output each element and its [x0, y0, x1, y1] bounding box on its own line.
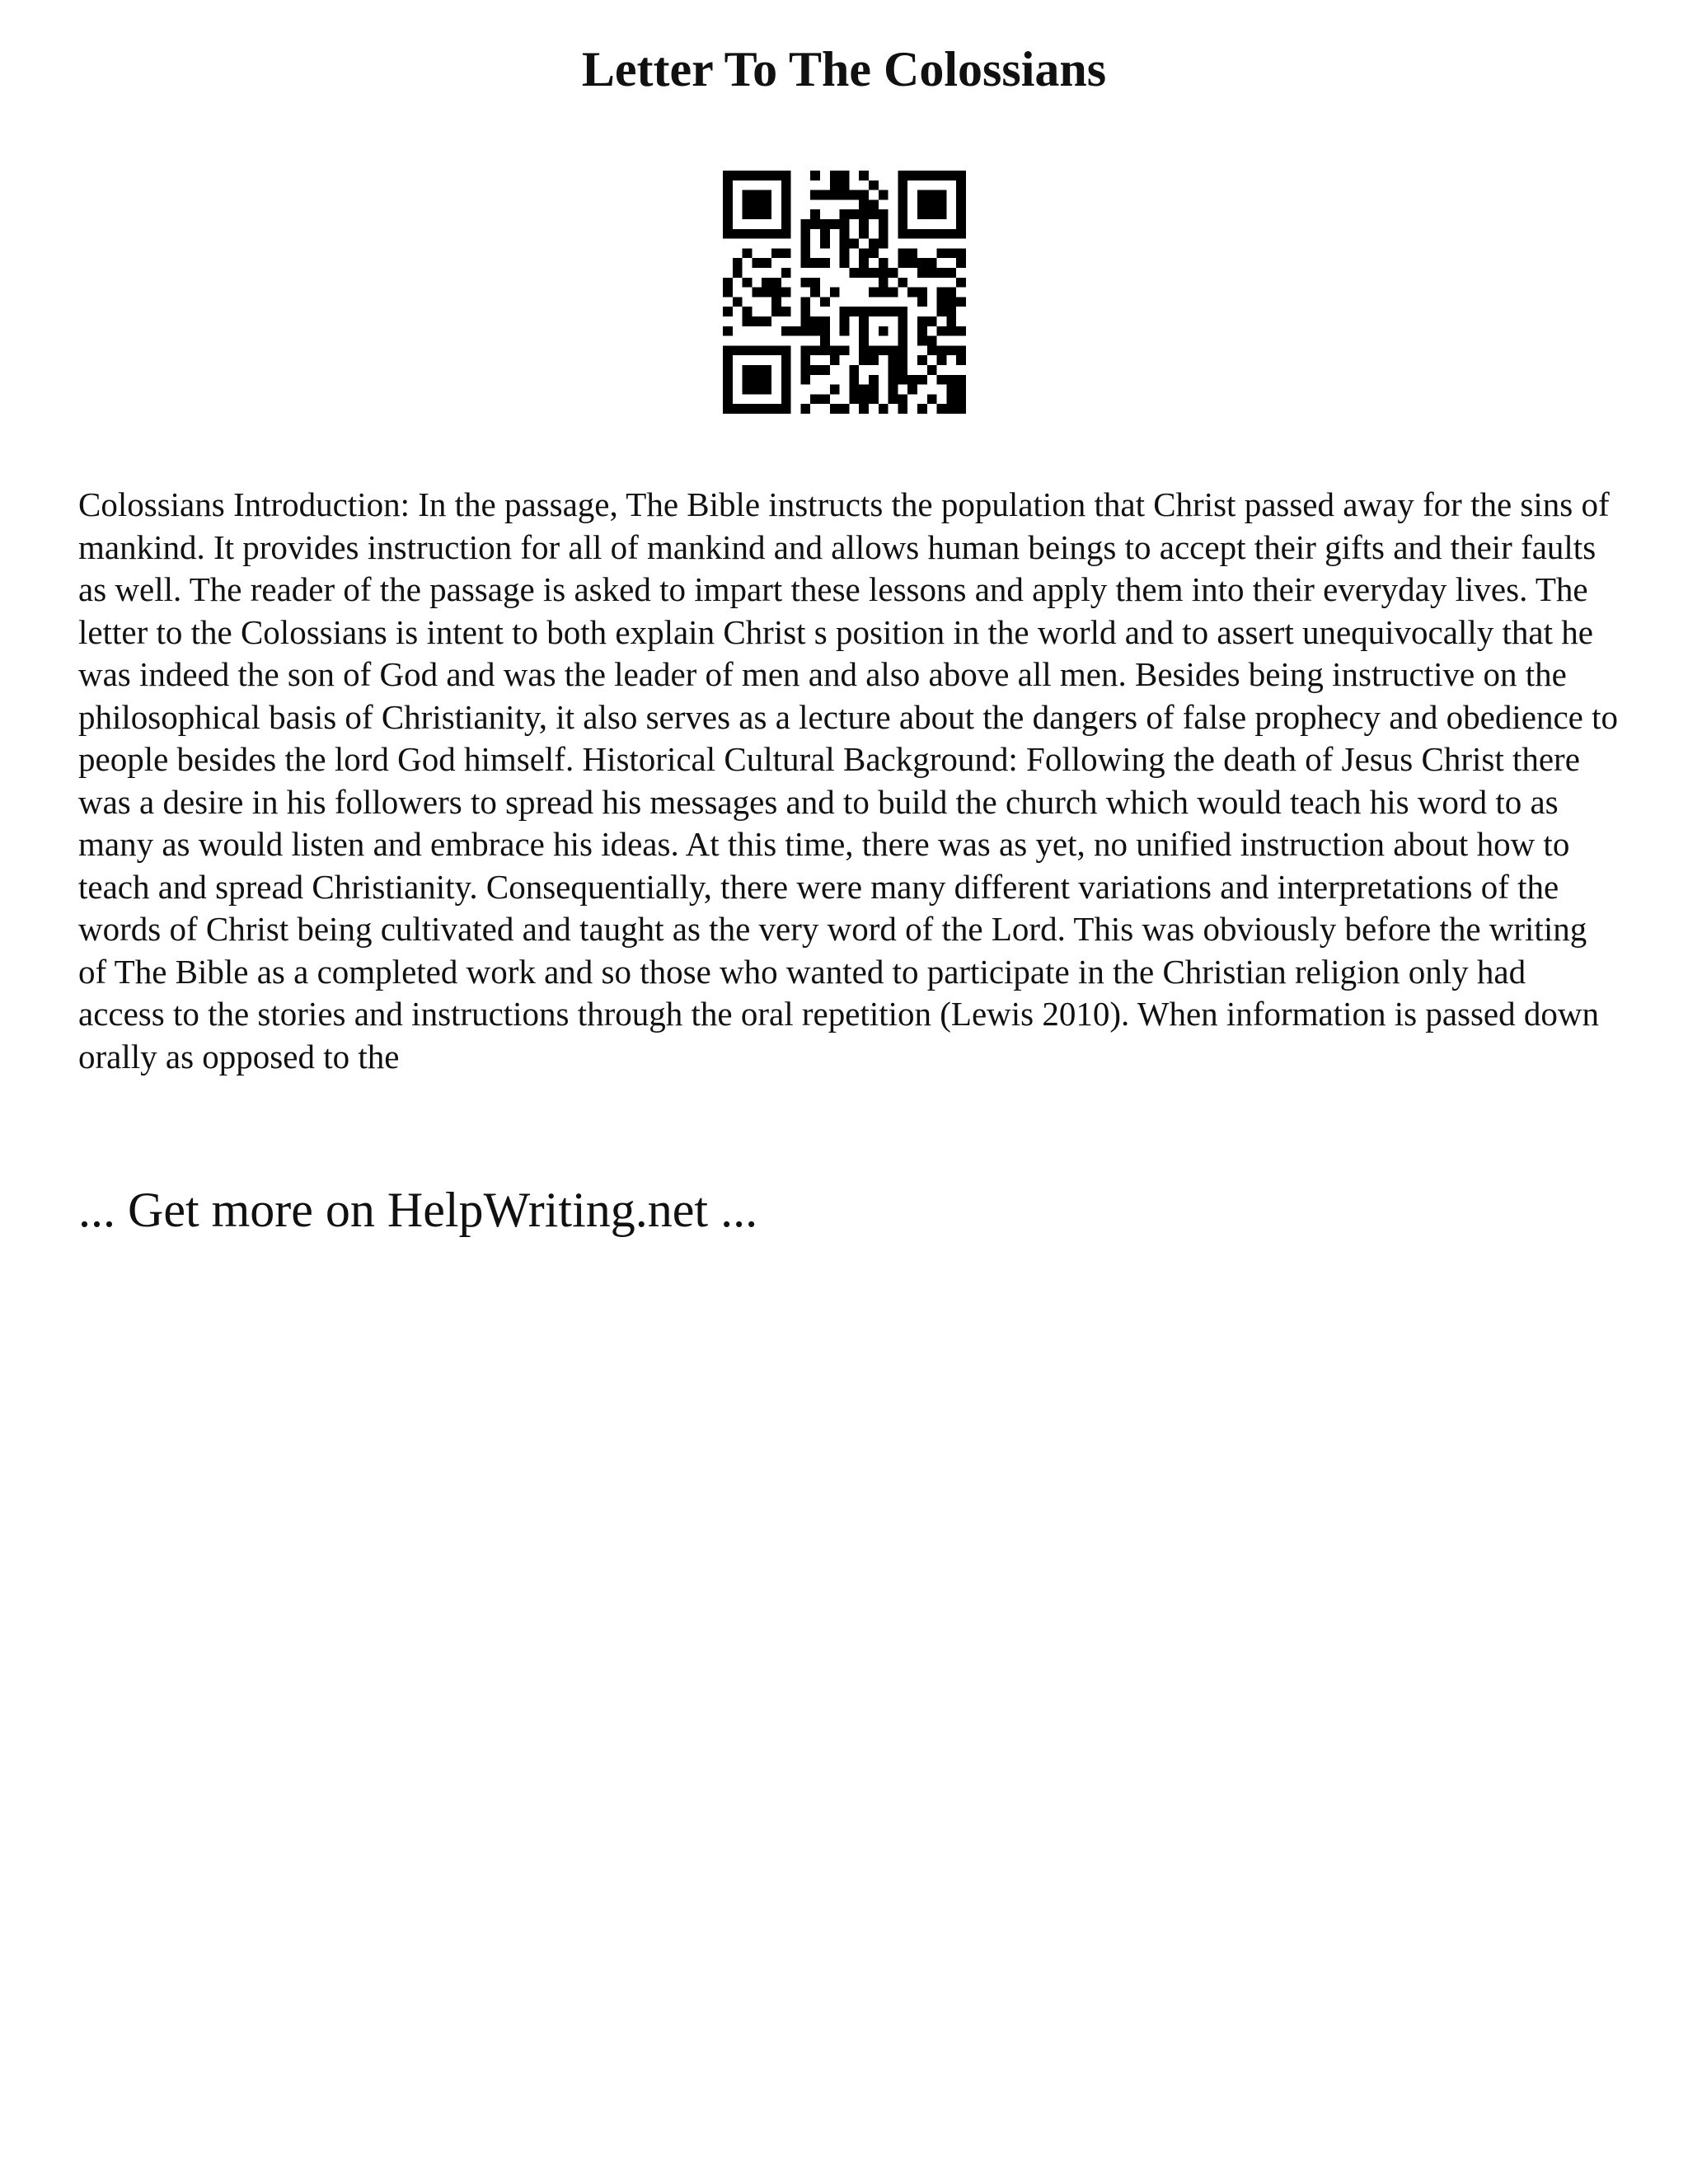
page-title: Letter To The Colossians: [581, 42, 1107, 96]
qr-code-icon: [723, 171, 966, 414]
body-paragraph: Colossians Introduction: In the passage, The Bible instructs the population that Christ passed away for the sins of mankind. It provides instruction for all of mankind and allows human beings to accept their gifts and their faults as well. The reader of the passage is asked to impart these lessons and apply them into their everyday lives. The letter to the Colossians is intent to both explain Christ s position in the world and to assert unequivocally that he was indeed the son of God and was the leader of men and also above all men. Besides being instructive on the philosophical basis of Christianity, it also serves as a lecture about the dangers of false prophecy and obedience to people besides the lord God himself. Historical Cultural Background: Following the death of Jesus Christ there was a desire in his followers to spread his messages and to build the church which would teach his word to as many as would listen and embrace his ideas. At this time, there was as yet, no unified instruction about how to teach and spread Christianity. Consequentially, there were many different variations and interpretations of the words of Christ being cultivated and taught as the very word of the Lord. This was obviously before the writing of The Bible as a completed work and so those who wanted to participate in the Christian religion only had access to the stories and instructions through the oral repetition (Lewis 2010). When information is passed down orally as opposed to the: [78, 485, 1618, 1076]
get-more-link[interactable]: ... Get more on HelpWriting.net ...: [78, 1183, 758, 1237]
